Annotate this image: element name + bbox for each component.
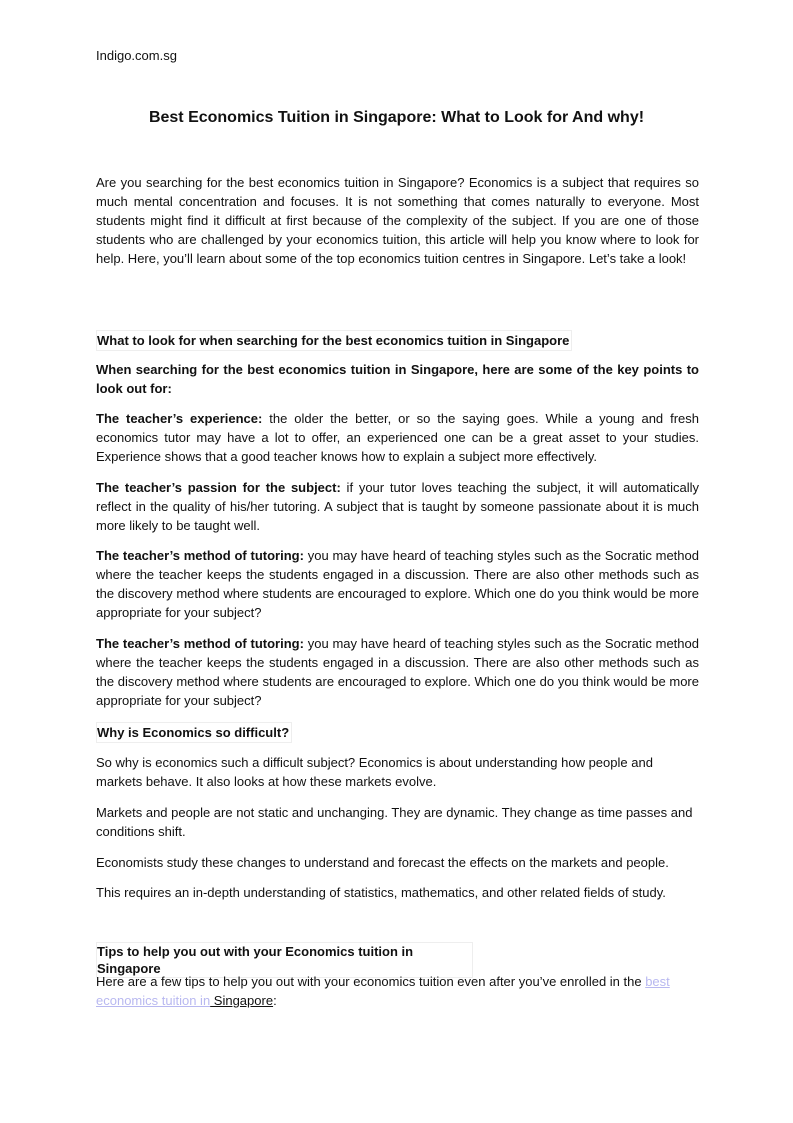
- point-experience: [96, 409, 699, 466]
- paragraph: So why is economics such a difficult subject? Economics is about understanding how people and markets behave. It also looks at how these markets evolve.: [96, 755, 653, 789]
- link-tail[interactable]: Singapore: [210, 993, 274, 1008]
- section-heading: What to look for when searching for the best economics tuition in Singapore: [96, 330, 572, 351]
- point-method-2: [96, 634, 699, 710]
- paragraph: This requires an in-depth understanding of statistics, mathematics, and other related fields of study.: [96, 885, 666, 900]
- tips-text: Here are a few tips to help you out with your economics tuition even after you’ve enrolled in the: [96, 974, 646, 989]
- point-method: [96, 546, 699, 622]
- paragraph: Markets and people are not static and unchanging. They are dynamic. They change as time passes and conditions shift.: [96, 805, 693, 839]
- tips-paragraph: [96, 972, 699, 1010]
- page-title: Best Economics Tuition in Singapore: What to Look for And why!: [148, 109, 645, 126]
- point-text: the older the better, or so the saying goes. While a young and fresh economics tutor may have a lot to offer, an experienced one can be a great asset to your studies. Experience shows that a good teacher knows how to explain a subject more effectively.: [96, 411, 699, 464]
- punctuation: :: [273, 993, 277, 1008]
- point-label: The teacher’s method of tutoring:: [96, 636, 304, 651]
- point-label: The teacher’s experience:: [96, 411, 263, 426]
- paragraph: Economists study these changes to understand and forecast the effects on the markets and people.: [96, 855, 669, 870]
- point-label: The teacher’s method of tutoring:: [96, 548, 304, 563]
- intro-paragraph: Are you searching for the best economics tuition in Singapore? Economics is a subject that requires so much mental concentration and focuses. It is not something that comes naturally to everyone. Most students might find it difficult at first because of the complexity of the subject. If you are one of those students who are challenged by your economics tuition, this article will help you know where to look for help. Here, you’ll learn about some of the top economics tuition centres in Singapore. Let’s take a look!: [96, 175, 699, 266]
- section-heading: Why is Economics so difficult?: [96, 722, 292, 743]
- point-passion: [96, 478, 699, 535]
- section-heading: Tips to help you out with your Economics tuition in Singapore: [96, 942, 473, 978]
- section-lead: When searching for the best economics tuition in Singapore, here are some of the key points to look out for:: [96, 362, 699, 396]
- point-label: The teacher’s passion for the subject:: [96, 480, 341, 495]
- site-header: Indigo.com.sg: [96, 48, 177, 63]
- point-text: you may have heard of teaching styles such as the Socratic method where the teacher keeps the students engaged in a discussion. There are also other methods such as the discovery method where students are encouraged to explore. Which one do you think would be more appropriate for your subject?: [96, 636, 699, 708]
- point-text: you may have heard of teaching styles such as the Socratic method where the teacher keeps the students engaged in a discussion. There are also other methods such as the discovery method where students are encouraged to explore. Which one do you think would be more appropriate for your subject?: [96, 548, 699, 620]
- point-text: if your tutor loves teaching the subject, it will automatically reflect in the quality of his/her tutoring. A subject that is taught by someone passionate about it is much more likely to be taught well.: [96, 480, 699, 533]
- best-tuition-link[interactable]: best economics tuition in: [96, 974, 670, 1008]
